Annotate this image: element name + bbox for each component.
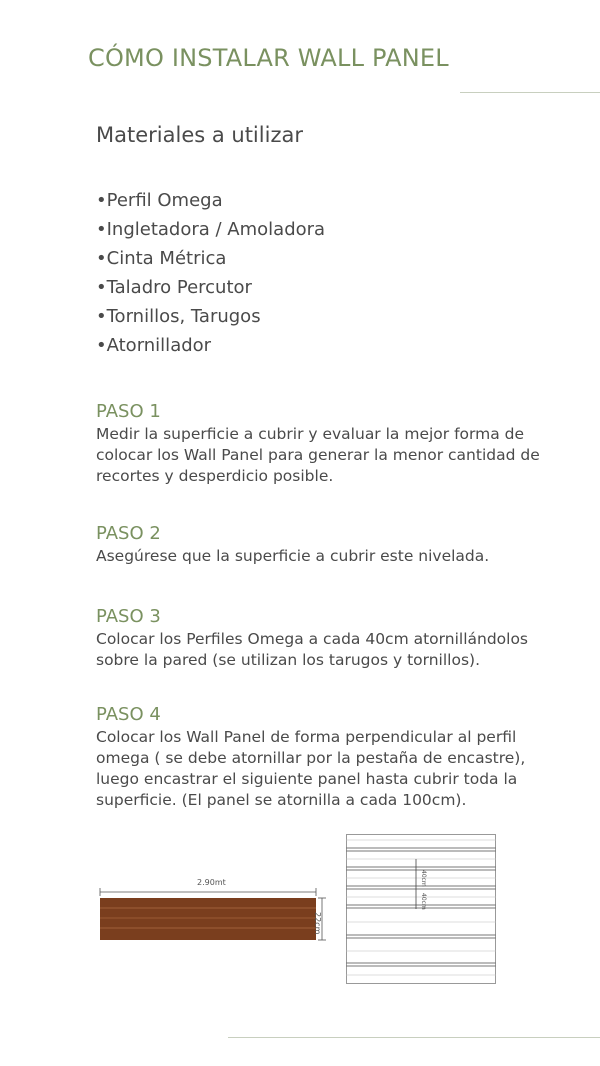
list-item: • Ingletadora / Amoladora <box>96 215 325 244</box>
step-label: PASO 4 <box>96 704 161 725</box>
panel-width-label: 22cm <box>313 912 322 935</box>
list-item: • Cinta Métrica <box>96 244 325 273</box>
list-item: • Tornillos, Tarugos <box>96 302 325 331</box>
top-divider <box>460 92 600 93</box>
bottom-divider <box>228 1037 600 1038</box>
step-text: Colocar los Perfiles Omega a cada 40cm atornillándolos sobre la pared (se utilizan los tarugos y tornillos). <box>96 630 529 669</box>
step-label: PASO 3 <box>96 606 161 627</box>
materials-list <box>96 186 325 360</box>
step-text: Asegúrese que la superficie a cubrir este nivelada. <box>96 547 490 565</box>
step-4 <box>96 703 556 811</box>
page-title: CÓMO INSTALAR WALL PANEL <box>88 44 449 72</box>
step-1 <box>96 400 556 487</box>
step-3 <box>96 605 556 671</box>
step-text: Medir la superficie a cubrir y evaluar la mejor forma de colocar los Wall Panel para generar la menor cantidad de recortes y desperdicio posible. <box>96 425 540 485</box>
step-text: Colocar los Wall Panel de forma perpendicular al perfil omega ( se debe atornillar por la pestaña de encastre), luego encastrar el siguiente panel hasta cubrir toda la superficie. (El panel se atornilla a cada 100cm). <box>96 728 526 809</box>
list-item: • Atornillador <box>96 331 325 360</box>
list-item: • Perfil Omega <box>96 186 325 215</box>
step-label: PASO 1 <box>96 401 161 422</box>
step-2 <box>96 522 556 567</box>
materials-heading: Materiales a utilizar <box>96 123 303 147</box>
profile-spacing-label-2: 40cm <box>420 893 427 910</box>
step-label: PASO 2 <box>96 523 161 544</box>
wood-panel <box>100 898 316 940</box>
list-item: • Taladro Percutor <box>96 273 325 302</box>
panel-length-label: 2.90mt <box>197 878 226 887</box>
profile-spacing-label-1: 40cm <box>420 870 427 887</box>
